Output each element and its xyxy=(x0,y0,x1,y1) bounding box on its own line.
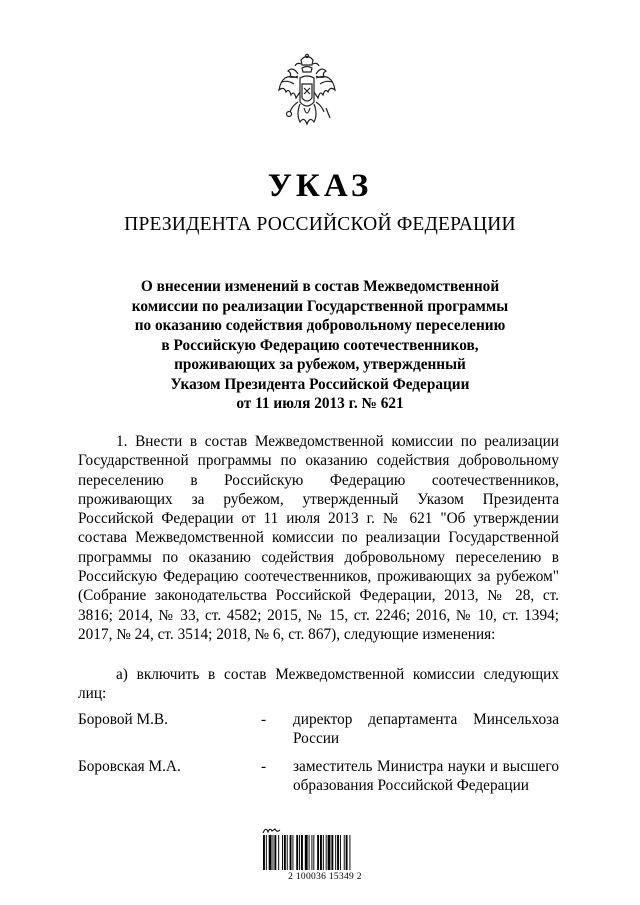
barcode-number: 2 100036 15349 2 xyxy=(288,872,362,882)
barcode-bar xyxy=(299,835,300,870)
barcode-bar xyxy=(328,835,331,870)
barcode-block xyxy=(262,825,388,885)
barcode-bar xyxy=(346,835,348,870)
title-line: по оказанию содействия добровольному переселению xyxy=(134,317,506,334)
handwritten-mark-icon xyxy=(262,825,282,835)
barcode-bar xyxy=(290,835,292,870)
paragraph-2: а) включить в состав Межведомственной комиссии следующих лиц: xyxy=(78,666,559,703)
person-dash: - xyxy=(261,711,267,728)
barcode-bar xyxy=(320,835,322,870)
barcode-bar xyxy=(317,835,319,870)
title-line: от 11 июля 2013 г. № 621 xyxy=(236,395,404,412)
barcode-bar xyxy=(313,835,314,870)
barcode-bar xyxy=(326,835,327,870)
barcode-bar xyxy=(311,835,312,870)
barcode-bar xyxy=(331,835,333,870)
document-heading: УКАЗ xyxy=(267,168,373,204)
title-line: О внесении изменений в состав Межведомственной xyxy=(140,278,500,295)
title-line: Указом Президента Российской Федерации xyxy=(170,375,470,393)
barcode-bar xyxy=(284,835,286,870)
barcode-bar xyxy=(273,835,274,870)
barcode-bar xyxy=(287,835,288,870)
title-line: проживающих за рубежом, утвержденный xyxy=(174,356,466,373)
person-role: директор департамента Минсельхоза России xyxy=(293,711,559,748)
person-name: Боровой М.В. xyxy=(78,711,168,728)
person-dash: - xyxy=(261,758,267,775)
barcode-bar xyxy=(269,835,272,870)
title-line: в Российскую Федерацию соотечественников, xyxy=(161,336,479,354)
barcode-bar xyxy=(301,835,303,870)
barcode-bar xyxy=(305,835,308,870)
document-subheading: ПРЕЗИДЕНТА РОССИЙСКОЙ ФЕДЕРАЦИИ xyxy=(124,214,516,235)
barcode-bar xyxy=(349,835,350,870)
barcode-bar xyxy=(340,835,341,870)
title-line: комиссии по реализации Государственной программы xyxy=(131,297,509,315)
paragraph-1: 1. Внести в состав Межведомственной комиссии по реализации Государственной программы по оказанию содействия добровольному переселению в Российскую Федерацию соотечественников, проживающих за рубежом, утвержденный Указом Президента Российской Федерации от 11 июля 2013 г. № 621 "Об утверждении состава Межведомственной комиссии по реализации Государственной программы по оказанию содействия добровольному переселению в Российскую Федерацию соотечественников, проживающих за рубежом" (Собрание законодательства Российской Федерации, 2013, № 28, ст. 3816; 2014, № 33, ст. 4582; 2015, № 15, ст. 2246; 2016, № 10, ст. 1394; 2017, № 24, ст. 3514; 2018, № 6, ст. 867), следующие изменения: xyxy=(78,433,559,643)
barcode-bar xyxy=(335,835,336,870)
barcode-bar xyxy=(263,835,265,870)
barcode-bar xyxy=(282,835,283,870)
barcode-bar xyxy=(266,835,267,870)
barcode-bar xyxy=(296,835,298,870)
barcode-bar xyxy=(309,835,310,870)
person-name: Боровская М.А. xyxy=(78,758,181,775)
barcode-bar xyxy=(292,835,293,870)
barcode xyxy=(262,835,388,870)
barcode-bar xyxy=(323,835,324,870)
coat-of-arms-icon xyxy=(276,52,338,142)
barcode-bar xyxy=(337,835,339,870)
barcode-bar xyxy=(278,835,279,870)
barcode-bar xyxy=(344,835,345,870)
person-role: заместитель Министра науки и высшего образования Российской Федерации xyxy=(293,758,559,795)
barcode-bar xyxy=(274,835,276,870)
document-title xyxy=(60,277,580,414)
